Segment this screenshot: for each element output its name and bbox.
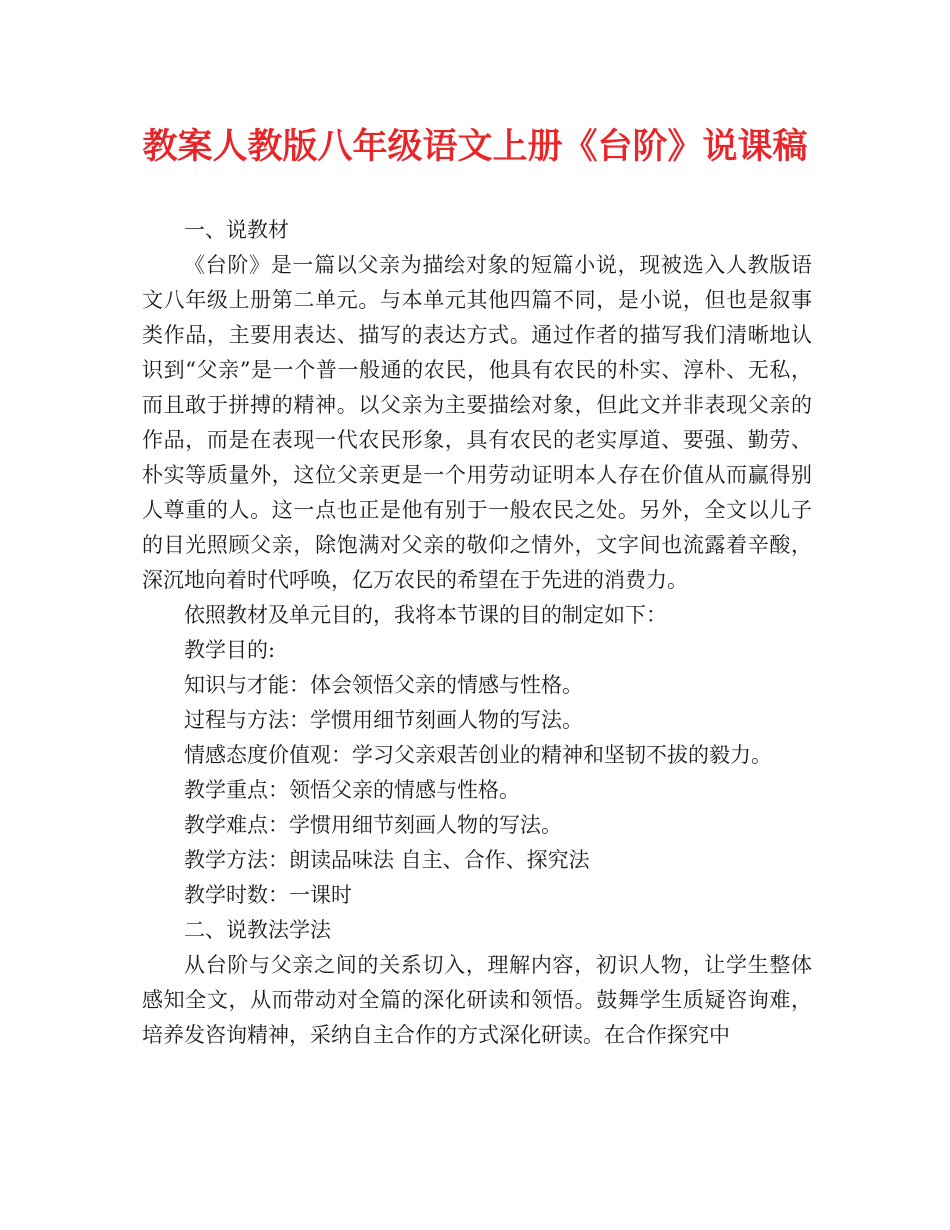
paragraph-methods: 从台阶与父亲之间的关系切入，理解内容，初识人物，让学生整体感知全文，从而带动对全篇的深化研读和领悟。鼓舞学生质疑咨询难，培养发咨询精神，采纳自主合作的方式深化研读。在合作探究中 bbox=[142, 953, 812, 1047]
paragraph-intro: 《台阶》是一篇以父亲为描绘对象的短篇小说，现被选入人教版语文八年级上册第二单元。与本单元其他四篇不同，是小说，但也是叙事类作品，主要用表达、描写的表达方式。通过作者的描写我们清晰地认识到“父亲”是一个普一般通的农民，他具有农民的朴实、淳朴、无私，而且敢于拼搏的精神。以父亲为主要描绘对象，但此文并非表现父亲的作品，而是在表现一代农民形象，具有农民的老实厚道、要强、勤劳、朴实等质量外，这位父亲更是一个用劳动证明本人存在价值从而赢得别人尊重的人。这一点也正是他有别于一般农民之处。另外，全文以儿子的目光照顾父亲，除饱满对父亲的敬仰之情外，文字间也流露着辛酸，深沉地向着时代呼唤，亿万农民的希望在于先进的消费力。 bbox=[142, 253, 812, 592]
teaching-difficulty: 教学难点：学惯用细节刻画人物的写法。 bbox=[184, 813, 562, 837]
label-teaching-goals: 教学目的: bbox=[184, 638, 276, 662]
teaching-key-point: 教学重点：领悟父亲的情感与性格。 bbox=[184, 778, 520, 802]
teaching-hours: 教学时数：一课时 bbox=[184, 883, 352, 907]
teaching-method: 教学方法：朗读品味法 自主、合作、探究法 bbox=[184, 848, 590, 872]
section-heading-textbook: 一、说教材 bbox=[184, 218, 289, 242]
goal-emotion: 情感态度价值观：学习父亲艰苦创业的精神和坚韧不拔的毅力。 bbox=[184, 743, 772, 767]
document-title: 教案人教版八年级语文上册《台阶》说课稿 bbox=[142, 127, 808, 167]
goal-process: 过程与方法：学惯用细节刻画人物的写法。 bbox=[184, 708, 583, 732]
document-body bbox=[142, 213, 812, 1053]
paragraph-goals-lead: 依照教材及单元目的，我将本节课的目的制定如下： bbox=[184, 603, 667, 627]
goal-knowledge: 知识与才能：体会领悟父亲的情感与性格。 bbox=[184, 673, 583, 697]
section-heading-methods: 二、说教法学法 bbox=[184, 918, 331, 942]
